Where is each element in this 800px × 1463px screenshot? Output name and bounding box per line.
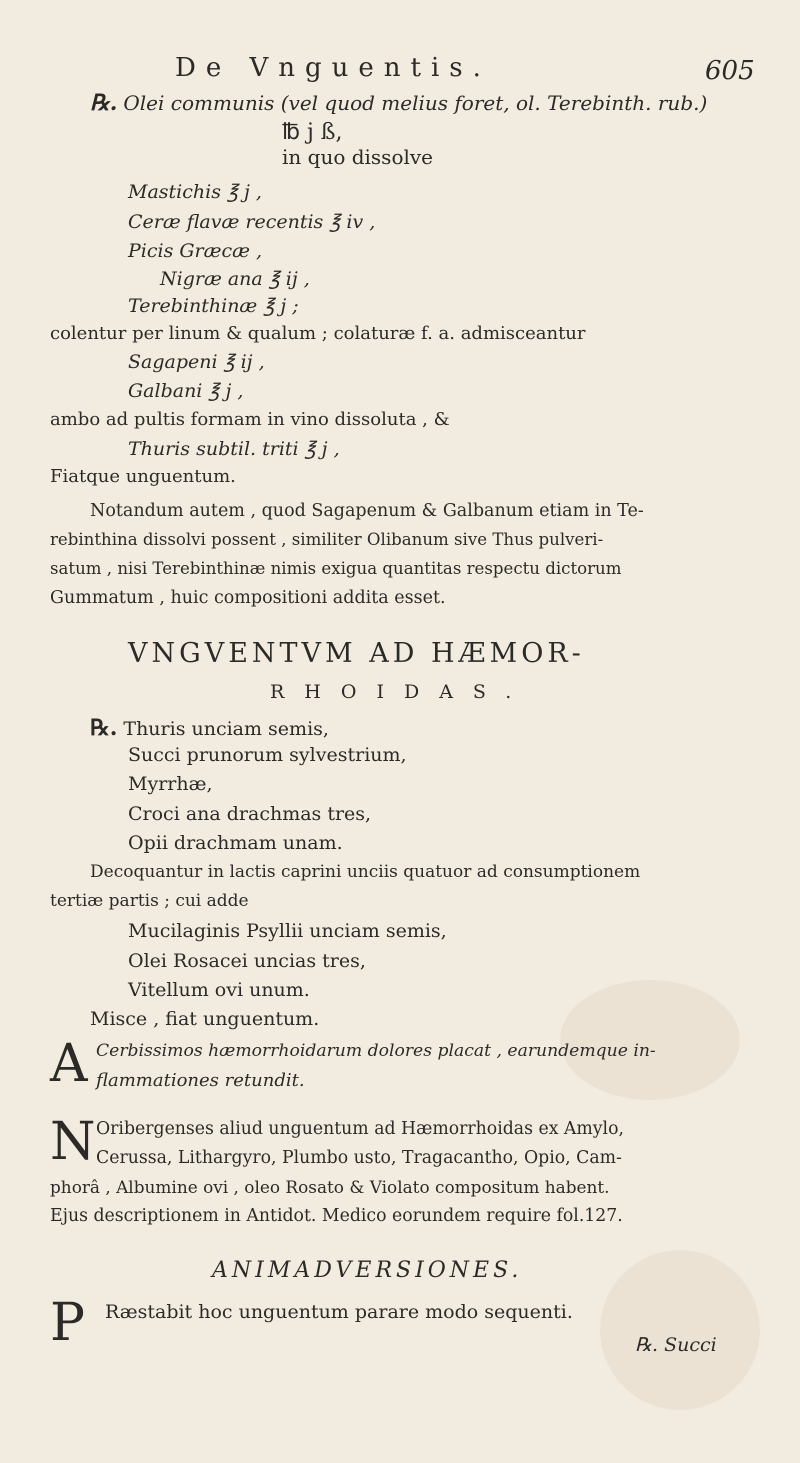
animadversiones-title: ANIMADVERSIONES.	[212, 1258, 523, 1283]
running-header	[175, 55, 491, 81]
recipe2-line: Vitellum ovi unum.	[128, 979, 310, 1001]
recipe1-line: ℞. Olei communis (vel quod melius foret, ol. Terebinth. rub.)	[90, 90, 708, 116]
recipe1-line: Picis Græcæ ,	[128, 240, 263, 262]
recipe-symbol: ℞.	[90, 715, 118, 741]
recipe2-line: Myrrhæ,	[128, 773, 213, 795]
recipe-symbol: ℞.	[90, 90, 118, 116]
section-title: VNGVENTVM AD HÆMOR-	[128, 638, 585, 669]
catchword: ℞. Succi	[635, 1334, 717, 1356]
para-a-line: flammationes retundit.	[96, 1070, 305, 1091]
recipe2-line: Olei Rosacei uncias tres,	[128, 950, 366, 972]
drop-cap-n: N	[50, 1112, 96, 1172]
page-number: 605	[705, 56, 755, 86]
para-n-line: Cerussa, Lithargyro, Plumbo usto, Tragacantho, Opio, Cam-	[96, 1148, 622, 1168]
animadversiones-line: Ræstabit hoc unguentum parare modo sequenti.	[105, 1301, 573, 1323]
drop-cap-a: A	[50, 1034, 88, 1094]
para-n-line: Ejus descriptionem in Antidot. Medico eorundem require fol.127.	[50, 1206, 623, 1226]
note-line: satum , nisi Terebinthinæ nimis exigua quantitas respectu dictorum	[50, 559, 622, 578]
recipe2-line: Succi prunorum sylvestrium,	[128, 744, 407, 766]
note-line: Gummatum , huic compositioni addita esset.	[50, 588, 446, 608]
recipe2-line: Mucilaginis Psyllii unciam semis,	[128, 920, 447, 942]
recipe2-line: Opii drachmam unam.	[128, 832, 343, 854]
header-title: De Vnguentis.	[175, 53, 491, 83]
recipe1-line: Fiatque unguentum.	[50, 466, 236, 487]
note-line: rebinthina dissolvi possent , similiter Olibanum sive Thus pulveri-	[50, 530, 604, 549]
recipe1-line: Thuris subtil. triti ℥ j ,	[128, 438, 340, 460]
recipe1-line: colentur per linum & qualum ; colaturæ f. a. admisceantur	[50, 323, 586, 344]
recipe2-line: Croci ana drachmas tres,	[128, 803, 372, 825]
recipe1-line: Galbani ℥ j ,	[128, 380, 244, 402]
recipe1-line: ambo ad pultis formam in vino dissoluta , &	[50, 409, 450, 430]
recipe1-line: Nigræ ana ℥ ij ,	[160, 268, 310, 290]
recipe1-line: Mastichis ℥ j ,	[128, 181, 262, 203]
para-n-line: Oribergenses aliud unguentum ad Hæmorrhoidas ex Amylo,	[96, 1119, 624, 1139]
para-a-line: Cerbissimos hæmorrhoidarum dolores placat , earundemque in-	[96, 1041, 656, 1061]
section-title-continued: RHOIDAS.	[270, 681, 532, 703]
para-n-line: phorâ , Albumine ovi , oleo Rosato & Violato compositum habent.	[50, 1177, 610, 1197]
recipe1-line: in quo dissolve	[282, 145, 434, 169]
recipe2-line: Decoquantur in lactis caprini unciis quatuor ad consumptionem	[90, 862, 641, 882]
note-line: Notandum autem , quod Sagapenum & Galbanum etiam in Te-	[90, 501, 644, 521]
recipe1-line: Sagapeni ℥ ij ,	[128, 351, 265, 373]
drop-cap-p: P	[50, 1293, 85, 1353]
recipe1-line: ℔ j ß,	[282, 120, 343, 145]
paper-stain	[600, 1250, 760, 1410]
recipe1-line: Terebinthinæ ℥ j ;	[128, 295, 299, 317]
paper-stain	[560, 980, 740, 1100]
recipe2-line: tertiæ partis ; cui adde	[50, 891, 249, 911]
recipe2-line: Misce , fiat unguentum.	[90, 1008, 320, 1030]
recipe2-line: ℞. Thuris unciam semis,	[90, 715, 329, 741]
recipe1-line: Ceræ flavæ recentis ℥ iv ,	[128, 211, 376, 233]
